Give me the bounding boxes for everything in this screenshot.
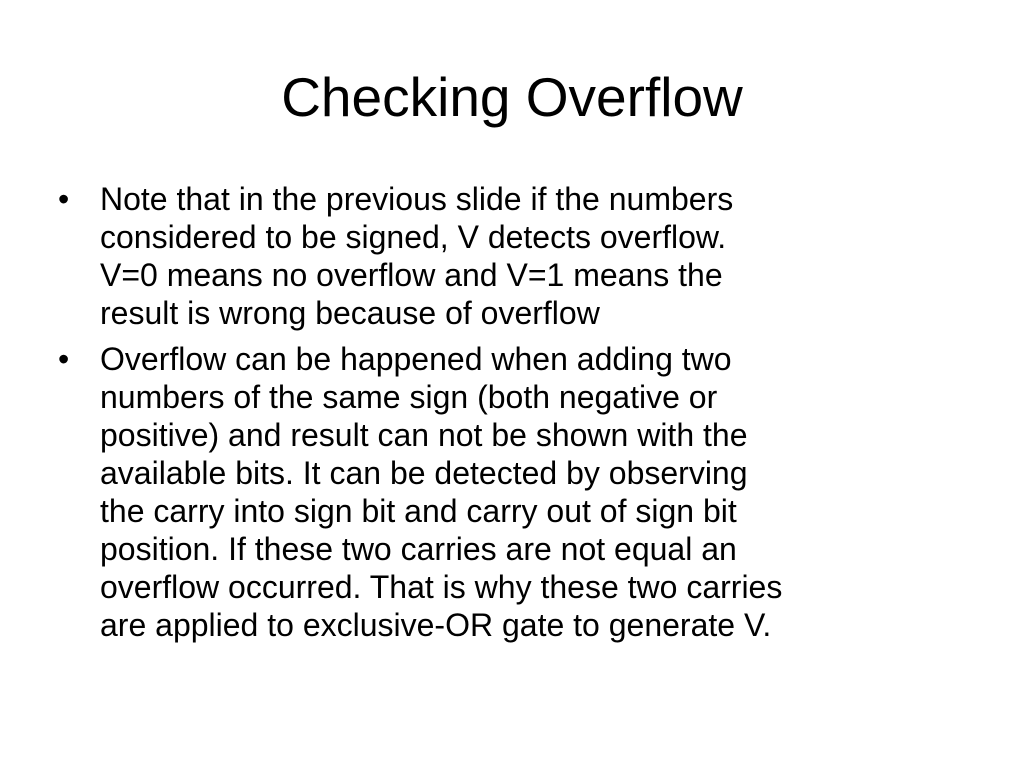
bullet-dot-icon: • [58,181,70,217]
slide-title: Checking Overflow [281,66,743,128]
bullet-item-1 [58,180,963,332]
bullet-text-1: Note that in the previous slide if the numbers considered to be signed, V detects overflow. V=0 means no overflow and V=1 means the result is wrong because of overflow [100,181,734,331]
bullet-list [58,180,963,652]
bullet-item-2 [58,340,963,644]
bullet-dot-icon: • [58,341,70,377]
bullet-text-2: Overflow can be happened when adding two numbers of the same sign (both negative or positive) and result can not be shown with the available bits. It can be detected by observing the carry into sign bit and carry out of sign bit position. If these two carries are not equal an overflow occurred. That is why these two carries are applied to exclusive-OR gate to generate V. [100,341,783,643]
